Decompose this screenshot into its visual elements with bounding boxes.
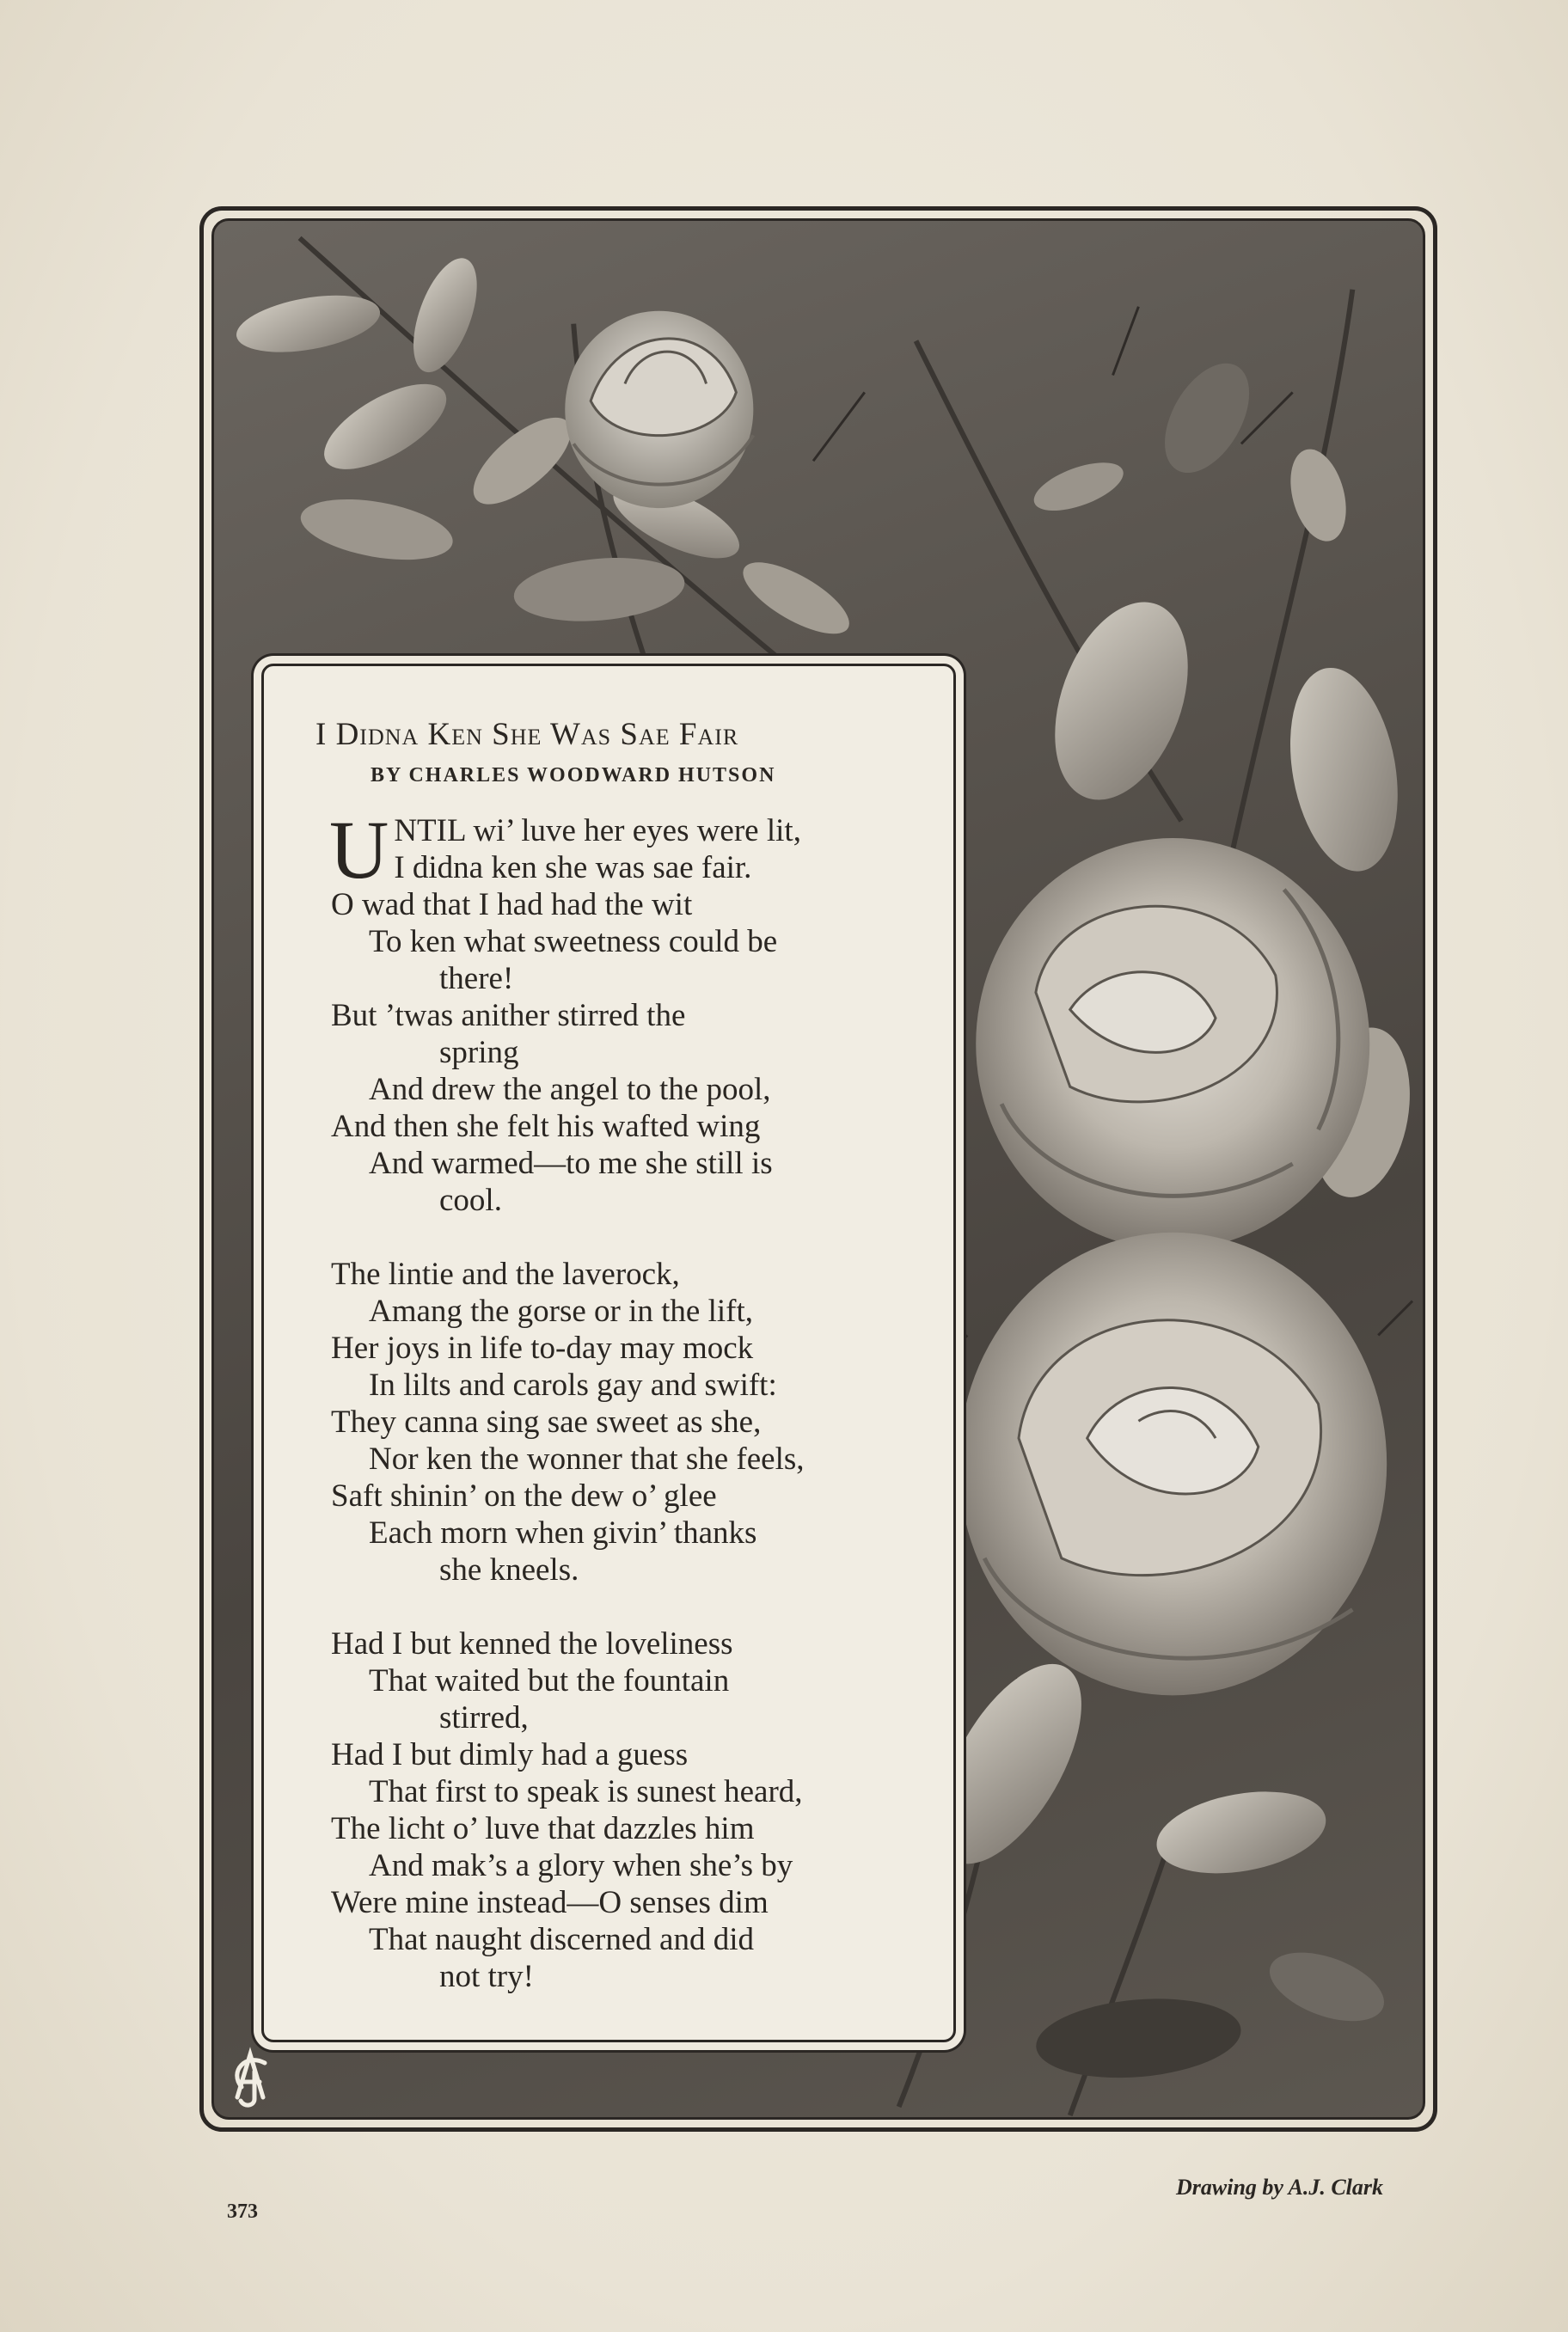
poem-title: I Didna Ken She Was Sae Fair xyxy=(315,717,739,752)
poem-line: not try! xyxy=(439,1959,534,1994)
poem-line: And drew the angel to the pool, xyxy=(369,1072,771,1107)
poem-line: there! xyxy=(439,961,514,996)
poem-stanza xyxy=(331,1625,922,1995)
poem-line: Her joys in life to-day may mock xyxy=(331,1331,754,1366)
poem-line: Saft shinin’ on the dew o’ glee xyxy=(331,1478,717,1514)
poem-line: But ’twas anither stirred the xyxy=(331,998,686,1033)
upper-rose xyxy=(976,838,1369,1250)
artist-monogram xyxy=(220,2046,280,2111)
poem-line: NTIL wi’ luve her eyes were lit, xyxy=(394,813,801,848)
poem-line: Each morn when givin’ thanks xyxy=(369,1515,757,1551)
poem-line: And mak’s a glory when she’s by xyxy=(369,1848,793,1883)
poem-stanza xyxy=(329,804,922,1219)
poem-line: To ken what sweetness could be xyxy=(369,924,778,959)
poem-body xyxy=(329,804,922,2032)
lower-rose xyxy=(959,1233,1387,1696)
poem-line: she kneels. xyxy=(439,1552,579,1588)
poem-line: cool. xyxy=(439,1183,502,1218)
poem-line: That waited but the fountain xyxy=(369,1663,730,1699)
poem-line: That first to speak is sunest heard, xyxy=(369,1774,803,1809)
poem-line: Were mine instead—O senses dim xyxy=(331,1885,769,1920)
drop-cap: U xyxy=(329,804,389,896)
illustration-credit: Drawing by A.J. Clark xyxy=(1176,2175,1384,2200)
poem-line: The lintie and the laverock, xyxy=(331,1257,680,1292)
poem-panel xyxy=(261,664,956,2042)
poem-line: And warmed—to me she still is xyxy=(369,1146,773,1181)
poem-line: O wad that I had had the wit xyxy=(331,887,693,922)
poem-line: That naught discerned and did xyxy=(369,1922,754,1957)
poem-line: I didna ken she was sae fair. xyxy=(394,850,752,885)
poem-line: They canna sing sae sweet as she, xyxy=(331,1405,762,1440)
leaves-top xyxy=(232,250,1356,647)
poem-line: The licht o’ luve that dazzles him xyxy=(331,1811,755,1846)
poem-line: Had I but kenned the loveliness xyxy=(331,1626,733,1662)
poem-stanza xyxy=(331,1256,922,1588)
poem-line: Nor ken the wonner that she feels, xyxy=(369,1441,805,1477)
page-number: 373 xyxy=(227,2200,258,2223)
poem-line: Had I but dimly had a guess xyxy=(331,1737,689,1772)
poem-line: In lilts and carols gay and swift: xyxy=(369,1368,777,1403)
poem-line: And then she felt his wafted wing xyxy=(331,1109,761,1144)
poem-line: spring xyxy=(439,1035,519,1070)
poem-line: stirred, xyxy=(439,1700,529,1735)
poem-byline: BY CHARLES WOODWARD HUTSON xyxy=(371,764,776,787)
poem-line: Amang the gorse or in the lift, xyxy=(369,1294,753,1329)
top-rose-bud xyxy=(565,311,753,508)
